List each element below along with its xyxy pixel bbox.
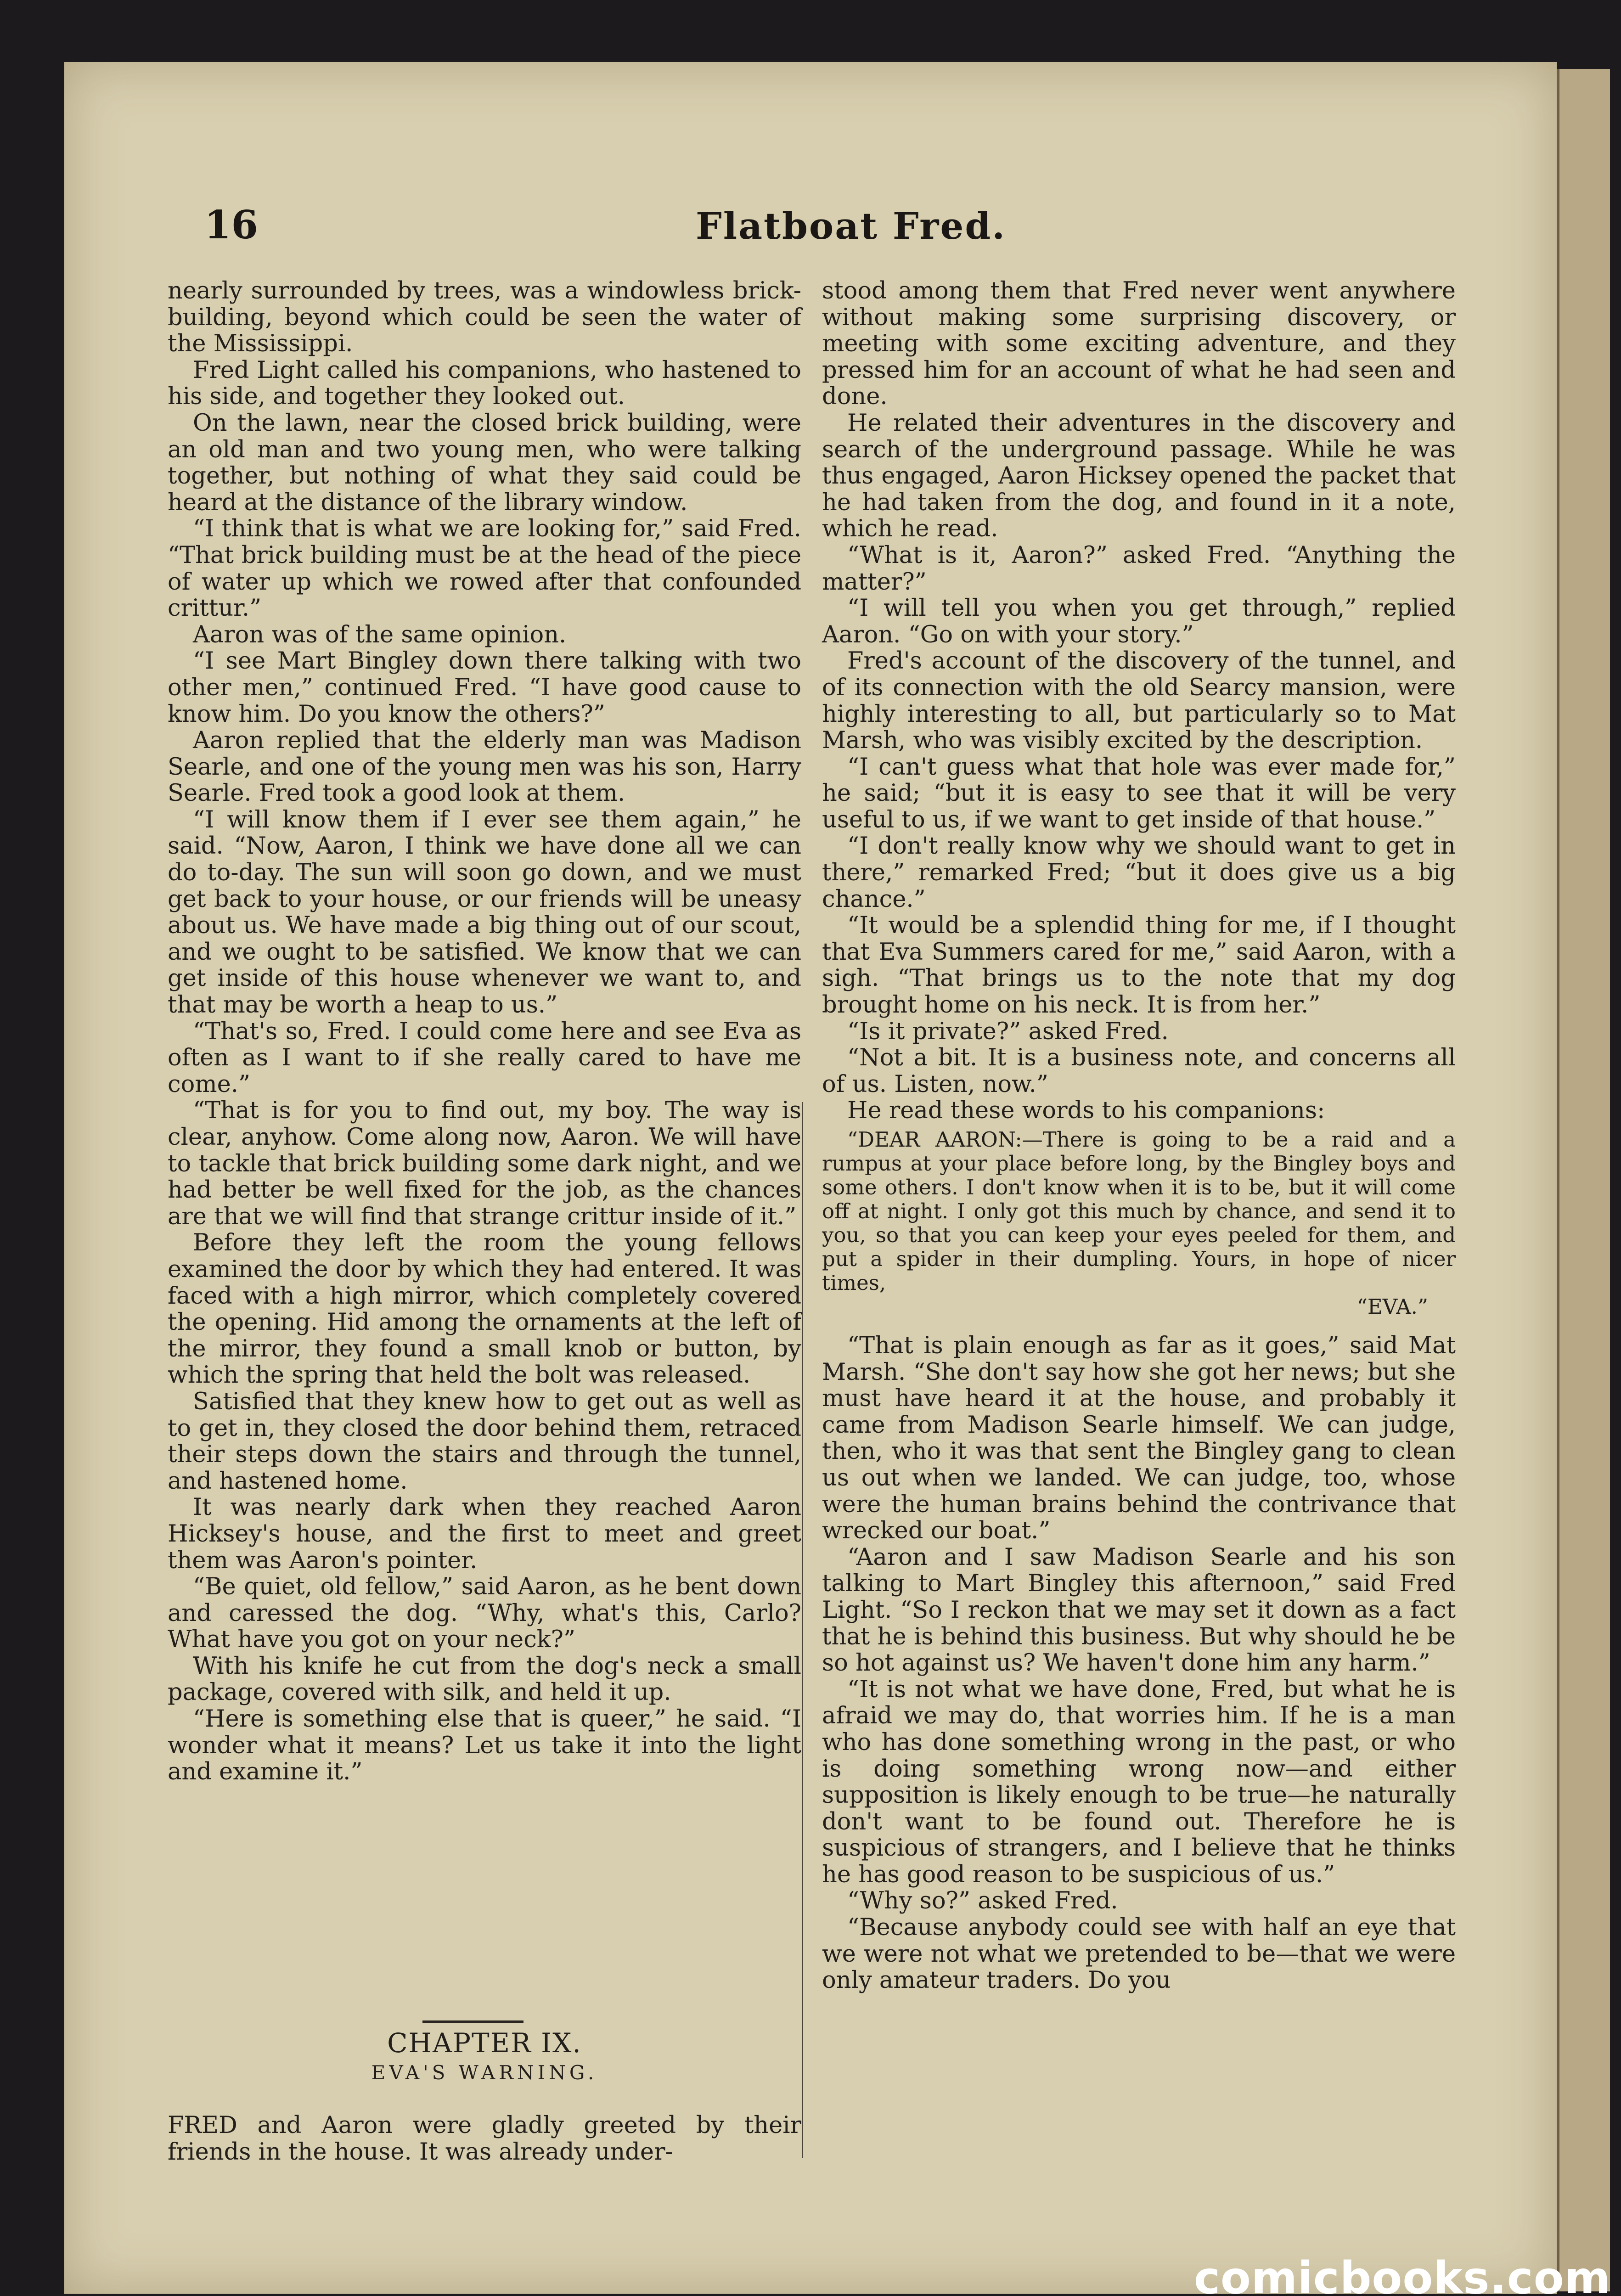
paragraph: “Aaron and I saw Madison Searle and his son talking to Mart Bingley this afternoon,” said Fred Light. “So I reckon that we may set it down as a fact that he is behind this business. But why should he be so hot against us? We haven't done him any harm.”: [822, 1543, 1456, 1677]
paragraph: With his knife he cut from the dog's neck a small package, covered with silk, and held it up.: [168, 1652, 801, 1706]
paragraph: nearly surrounded by trees, was a windowless brick-building, beyond which could be seen the water of the Mississippi.: [168, 277, 801, 358]
paragraph: Aaron replied that the elderly man was Madison Searle, and one of the young men was his son, Harry Searle. Fred took a good look at them.: [168, 727, 801, 807]
paragraph: “I can't guess what that hole was ever made for,” he said; “but it is easy to see that it will be very useful to us, if we want to get inside of that house.”: [822, 753, 1456, 833]
paragraph: “Because anybody could see with half an eye that we were not what we pretended to be—that we were only amateur traders. Do you: [822, 1914, 1456, 1994]
column-rule: [802, 1102, 803, 2158]
paragraph: “I will know them if I ever see them again,” he said. “Now, Aaron, I think we have done all we can do to-day. The sun will soon go down, and we must get back to your house, or our friends will be uneasy about us. We have made a big thing out of our scout, and we ought to be satisfied. We know that we can get inside of this house whenever we want to, and that may be worth a heap to us.”: [168, 806, 801, 1019]
paragraph: He related their adventures in the discovery and search of the underground passage. While he was thus engaged, Aaron Hicksey opened the packet that he had taken from the dog, and found in it a note, which he read.: [822, 409, 1456, 543]
paragraph: Aaron was of the same opinion.: [193, 621, 567, 648]
eva-letter: [822, 1128, 1456, 1319]
paragraph: “Here is something else that is queer,” he said. “I wonder what it means? Let us take it into the light and examine it.”: [168, 1705, 801, 1786]
paragraph: “Be quiet, old fellow,” said Aaron, as he bent down and caressed the dog. “Why, what's this, Carlo? What have you got on your neck?”: [168, 1573, 801, 1654]
chapter-subtitle: EVA'S WARNING.: [371, 2061, 598, 2084]
paragraph: “I think that is what we are looking for,” said Fred. “That brick building must be at the head of the piece of water up which we rowed after that confounded crittur.”: [168, 515, 801, 622]
page-number: 16: [204, 202, 258, 248]
chapter-opening: [168, 2112, 801, 2165]
page-header: [133, 202, 1465, 257]
paragraph: On the lawn, near the closed brick building, were an old man and two young men, who were talking together, but nothing of what they said could be heard at the distance of the library window.: [168, 409, 801, 516]
paragraph: FRED and Aaron were gladly greeted by their friends in the house. It was already under-: [168, 2112, 801, 2166]
chapter-title: CHAPTER IX.: [387, 2027, 582, 2059]
paragraph: “I see Mart Bingley down there talking with two other men,” continued Fred. “I have good cause to know him. Do you know the others?”: [168, 647, 801, 728]
paragraph: “It would be a splendid thing for me, if I thought that Eva Summers cared for me,” said Aaron, with a sigh. “That brings us to the note that my dog brought home on his neck. It is from her.”: [822, 912, 1456, 1019]
site-watermark: comicbooks.com: [1194, 2252, 1611, 2296]
paragraph: “That is for you to find out, my boy. The way is clear, anyhow. Come along now, Aaron. We will have to tackle that brick building some dark night, and we had better be well fixed for the job, as the chances are that we will find that strange crittur inside of it.”: [168, 1097, 801, 1230]
paragraph: “Not a bit. It is a business note, and concerns all of us. Listen, now.”: [822, 1044, 1456, 1098]
chapter-heading: [168, 2027, 801, 2084]
paragraph: “Is it private?” asked Fred.: [847, 1018, 1169, 1045]
paragraph: Fred's account of the discovery of the tunnel, and of its connection with the old Searcy mansion, were highly interesting to all, but particularly so to Mat Marsh, who was visibly excited by the description.: [822, 647, 1456, 754]
paragraph: “That's so, Fred. I could come here and see Eva as often as I want to if she really cared to have me come.”: [168, 1018, 801, 1098]
paragraph: “I will tell you when you get through,” replied Aaron. “Go on with your story.”: [822, 595, 1456, 648]
letter-signature: “EVA.”: [1356, 1294, 1428, 1319]
facing-page-edge: [1557, 69, 1610, 2291]
paragraph: “It is not what we have done, Fred, but what he is afraid we may do, that worries him. If he is a man who has done something wrong in the past, or who is doing something wrong now—and either supposition is likely enough to be true—he naturally don't want to be found out. Therefore he is suspicious of strangers, and I believe that he thinks he has good reason to be suspicious of us.”: [822, 1676, 1456, 1888]
paragraph: stood among them that Fred never went anywhere without making some surprising discovery, or meeting with some exciting adventure, and they pressed him for an account of what he had seen and done.: [822, 277, 1456, 411]
left-column: [168, 278, 801, 1785]
paragraph: “Why so?” asked Fred.: [847, 1887, 1118, 1915]
paragraph: Fred Light called his companions, who hastened to his side, and together they looked out.: [168, 356, 801, 411]
paragraph: He read these words to his companions:: [847, 1097, 1325, 1125]
chapter-divider: [422, 2020, 523, 2023]
paragraph: “That is plain enough as far as it goes,” said Mat Marsh. “She don't say how she got her news; but she must have heard it at the house, and probably it came from Madison Searle himself. We can judge, then, who it was that sent the Bingley gang to clean us out when we landed. We can judge, too, whose were the human brains behind the contrivance that wrecked our boat.”: [822, 1332, 1456, 1545]
letter-body: “DEAR AARON:—There is going to be a raid and a rumpus at your place before long, by the Bingley boys and some others. I don't know when it is to be, but it will come off at night. I only got this much by chance, and send it to you, so that you can keep your eyes peeled for them, and put a spider in their dumpling. Yours, in hope of nicer times,: [822, 1127, 1456, 1295]
paragraph: Before they left the room the young fellows examined the door by which they had entered. It was faced with a high mirror, which completely covered the opening. Hid among the ornaments at the left of the mirror, they found a small knob or button, by which the spring that held the bolt was released.: [168, 1229, 801, 1389]
paragraph: “I don't really know why we should want to get in there,” remarked Fred; “but it does give us a big chance.”: [822, 833, 1456, 913]
paragraph: It was nearly dark when they reached Aaron Hicksey's house, and the first to meet and greet them was Aaron's pointer.: [168, 1494, 801, 1574]
paragraph: Satisfied that they knew how to get out as well as to get in, they closed the door behind them, retraced their steps down the stairs and through the tunnel, and hastened home.: [168, 1388, 801, 1495]
paragraph: “What is it, Aaron?” asked Fred. “Anything the matter?”: [822, 541, 1456, 596]
right-column: [822, 278, 1456, 1994]
running-title: Flatboat Fred.: [696, 204, 1007, 248]
